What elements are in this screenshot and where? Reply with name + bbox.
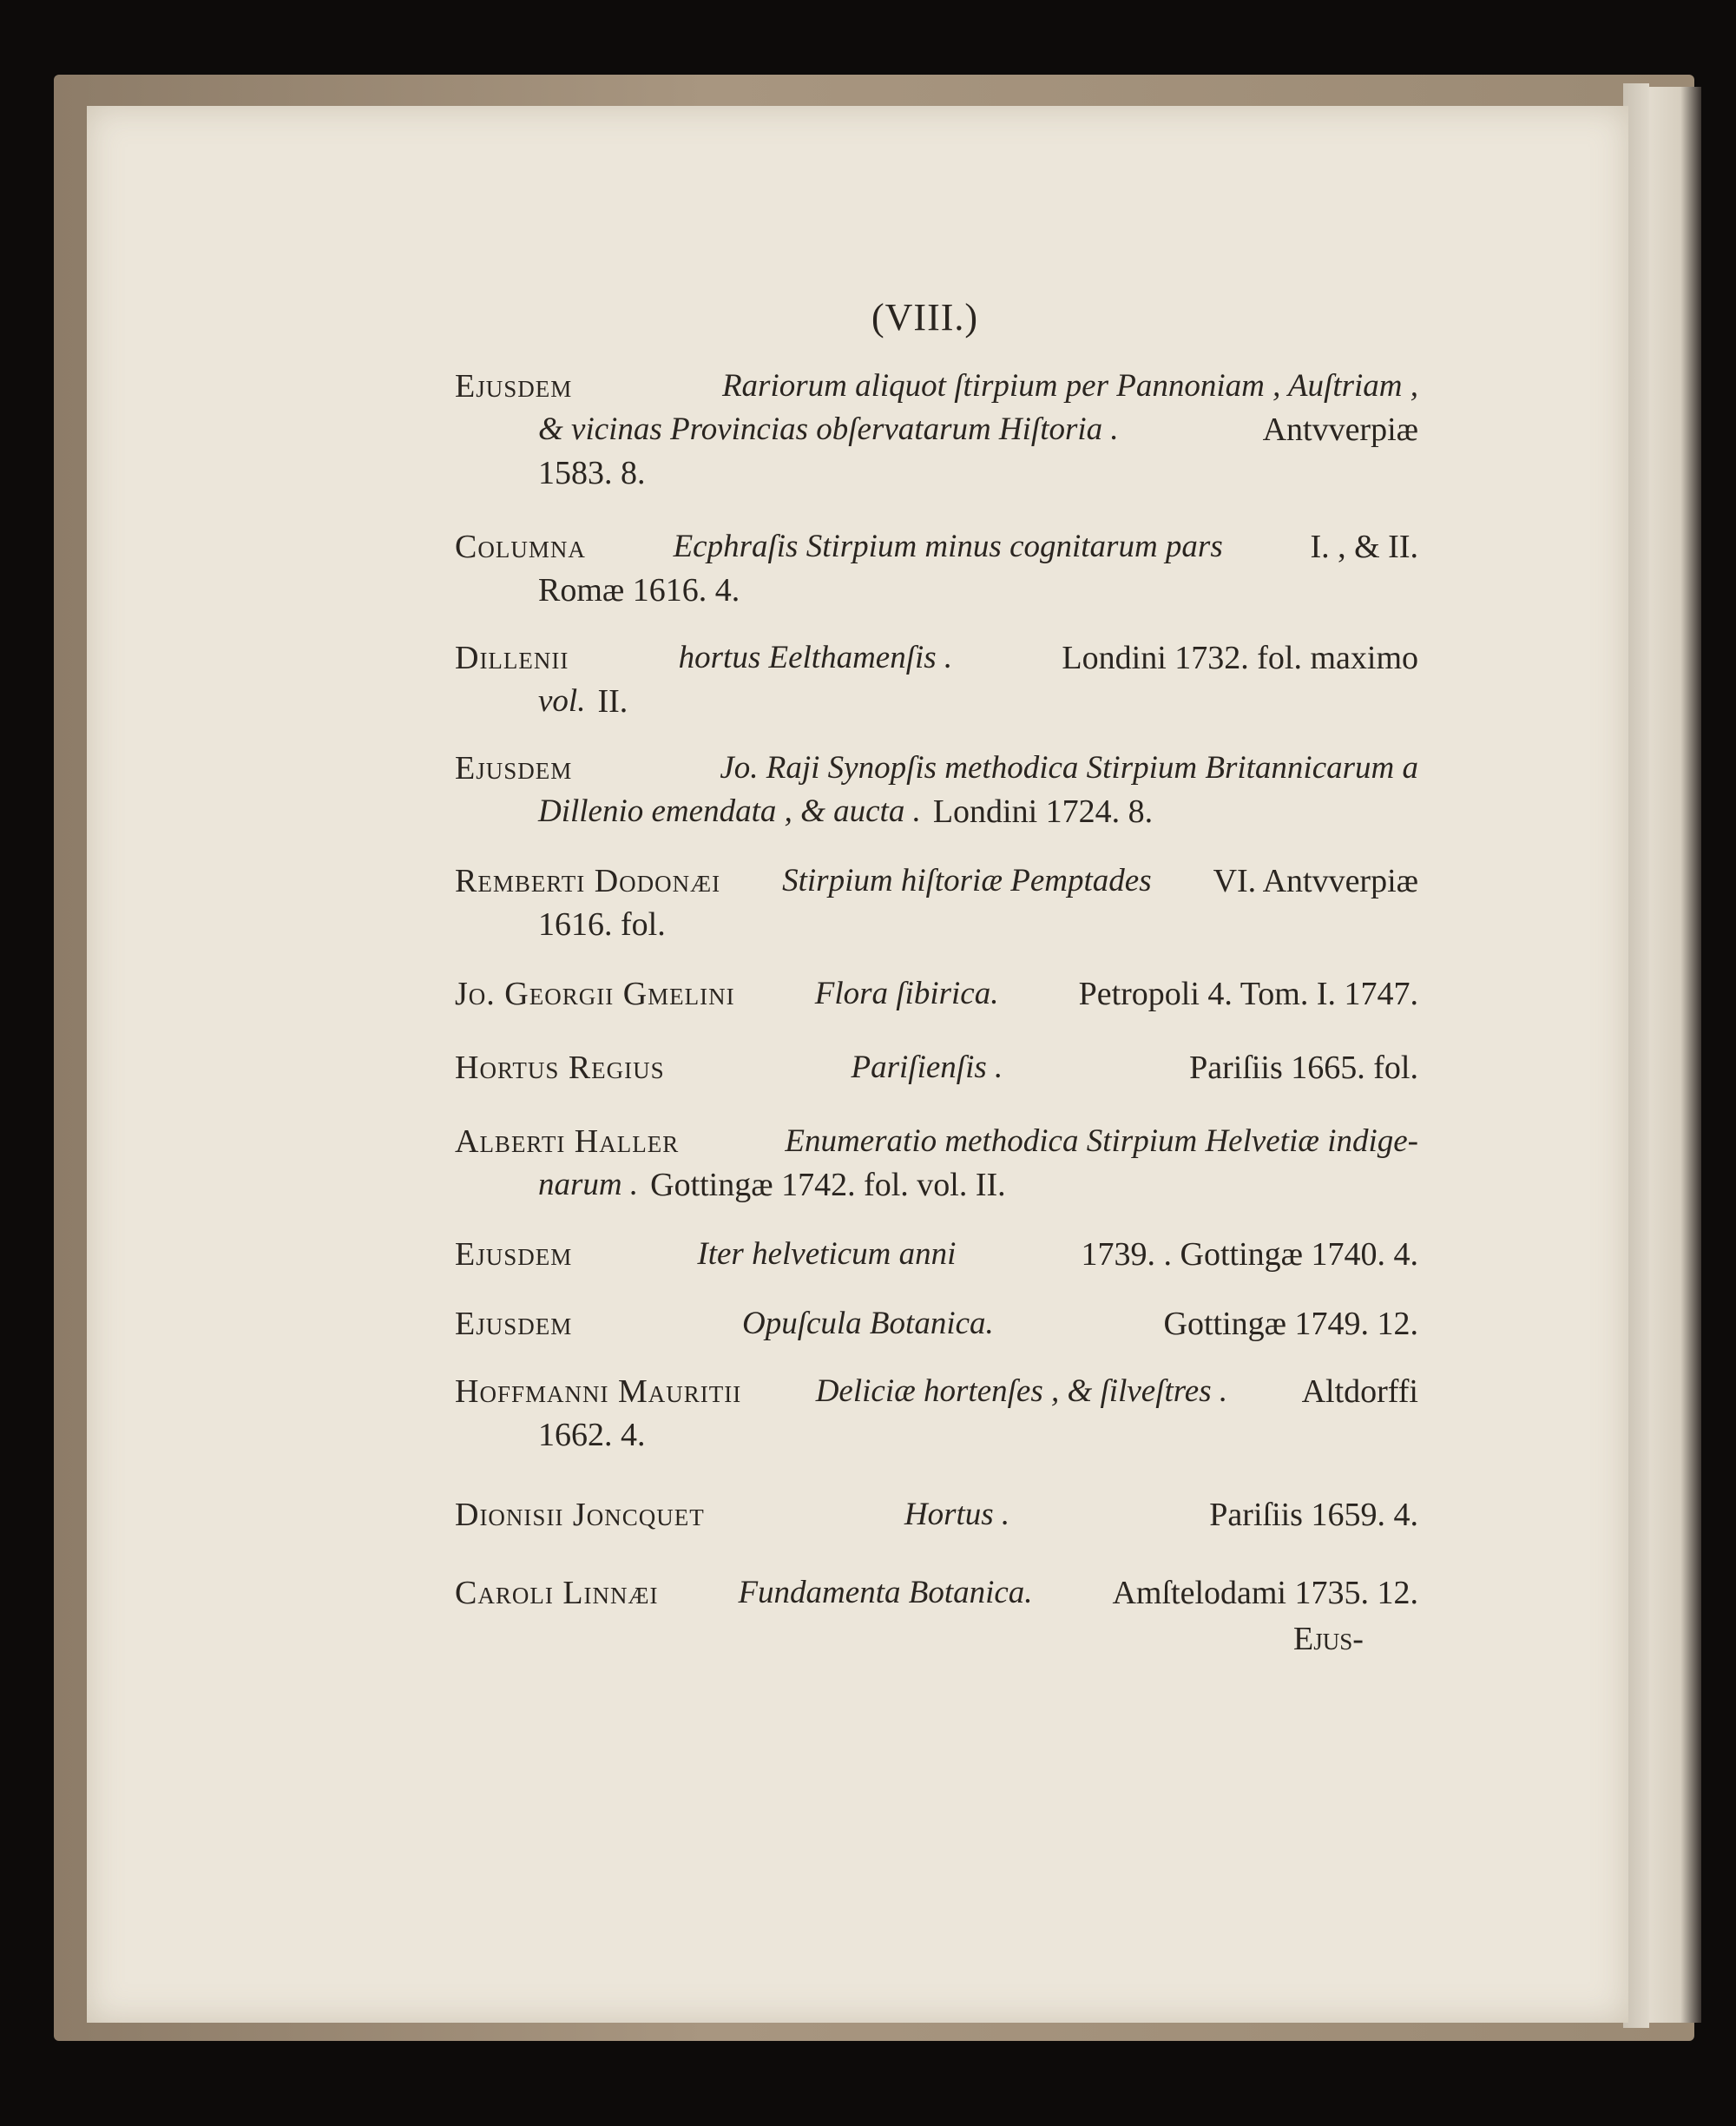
entry-line [455,972,1418,1016]
entry-line [455,1046,1418,1089]
work-title: hortus Eelthamenſis . [678,640,953,675]
entry-line [455,790,1418,833]
work-title: Dillenio emendata , & aucta . [538,793,921,829]
publication-info: 1662. 4. [538,1417,646,1453]
publication-info: I. , & II. [1310,529,1418,565]
entry-line [455,525,1418,569]
work-title: & vicinas Provincias obſervatarum Hiſtoria . [538,411,1119,447]
author-name: Hortus Regius [455,1050,665,1086]
work-title: Pariſienſis . [851,1050,1003,1085]
entry-line [455,903,1418,946]
entry-line [455,747,1418,790]
page-number: (VIII.) [871,296,979,339]
publication-info: Gottingæ 1742. fol. vol. II. [650,1167,1006,1203]
author-name: Dillenii [455,640,569,676]
work-title: Rariorum aliquot ſtirpium per Pannoniam , Auſtriam , [721,368,1418,404]
work-title: Deliciæ hortenſes , & ſilveſtres . [815,1373,1228,1409]
publication-info: VI. Antvverpiæ [1213,863,1418,899]
catchword: Ejus- [1293,1621,1364,1657]
publication-info: Amſtelodami 1735. 12. [1112,1575,1418,1611]
entry-line [455,636,1418,680]
bibliography-entry [455,859,1418,946]
author-name: Hoffmanni Mauritii [455,1373,742,1410]
entry-line [455,1370,1418,1413]
work-title: Stirpium hiſtoriæ Pemptades [782,863,1152,898]
work-title: Fundamenta Botanica. [738,1575,1033,1610]
entry-line [455,451,1418,495]
entry-line [455,1571,1418,1615]
author-name: Remberti Dodonæi [455,863,721,899]
bibliography-entry [455,1571,1418,1615]
publication-info: 1616. fol. [538,906,666,943]
publication-info: Antvverpiæ [1262,411,1418,448]
publication-info: 1739. . Gottingæ 1740. 4. [1081,1236,1418,1273]
entry-line [455,408,1418,451]
publication-info: Altdorffi [1301,1373,1418,1410]
author-name: Caroli Linnæi [455,1575,659,1611]
entry-line [455,1302,1418,1346]
entry-line [455,1413,1418,1457]
work-title: Enumeratio methodica Stirpium Helvetiæ indige- [785,1123,1418,1159]
bibliography-entry [455,1046,1418,1089]
author-name: Ejusdem [455,750,573,787]
entry-line [455,1493,1418,1537]
publication-info: Petropoli 4. Tom. I. 1747. [1078,976,1418,1012]
entry-line [455,1233,1418,1276]
bibliography-entry [455,1120,1418,1207]
entry-line [455,680,1418,723]
bibliography-entry [455,972,1418,1016]
publication-info: Pariſiis 1659. 4. [1209,1497,1418,1533]
bibliography-entry [455,1370,1418,1457]
entry-line [455,569,1418,612]
publication-info: Romæ 1616. 4. [538,572,740,609]
entry-line [455,365,1418,408]
bibliography-entry [455,1493,1418,1537]
work-title: Jo. Raji Synopſis methodica Stirpium Britannicarum a [720,750,1418,786]
publication-info: Pariſiis 1665. fol. [1189,1050,1418,1086]
bibliography-entry [455,365,1418,495]
author-name: Jo. Georgii Gmelini [455,976,735,1012]
author-name: Ejusdem [455,1306,573,1342]
publication-info: II. [597,683,628,720]
work-title: Flora ſibirica. [814,976,999,1011]
bibliography-entry [455,636,1418,723]
publication-info: Gottingæ 1749. 12. [1163,1306,1418,1342]
bibliography-entry [455,1233,1418,1276]
bibliography-entry [455,525,1418,612]
bibliography-entry [455,747,1418,833]
bibliography-entry [455,1302,1418,1346]
author-name: Dionisii Joncquet [455,1497,705,1533]
entry-line [455,1163,1418,1207]
author-name: Ejusdem [455,1236,573,1273]
work-title: Ecphraſis Stirpium minus cognitarum pars [673,529,1223,564]
work-title: vol. [538,683,586,719]
facing-page-edge [1649,87,1701,2023]
publication-info: Londini 1724. 8. [932,793,1154,830]
work-title: Iter helveticum anni [697,1236,957,1272]
work-title: Opuſcula Botanica. [741,1306,994,1341]
author-name: Alberti Haller [455,1123,680,1160]
work-title: Hortus . [904,1497,1010,1532]
entry-line [455,1120,1418,1163]
author-name: Columna [455,529,586,565]
entry-line [455,859,1418,903]
author-name: Ejusdem [455,368,573,405]
publication-info: Londini 1732. fol. maximo [1062,640,1418,676]
publication-info: 1583. 8. [538,455,646,491]
work-title: narum . [538,1167,639,1202]
